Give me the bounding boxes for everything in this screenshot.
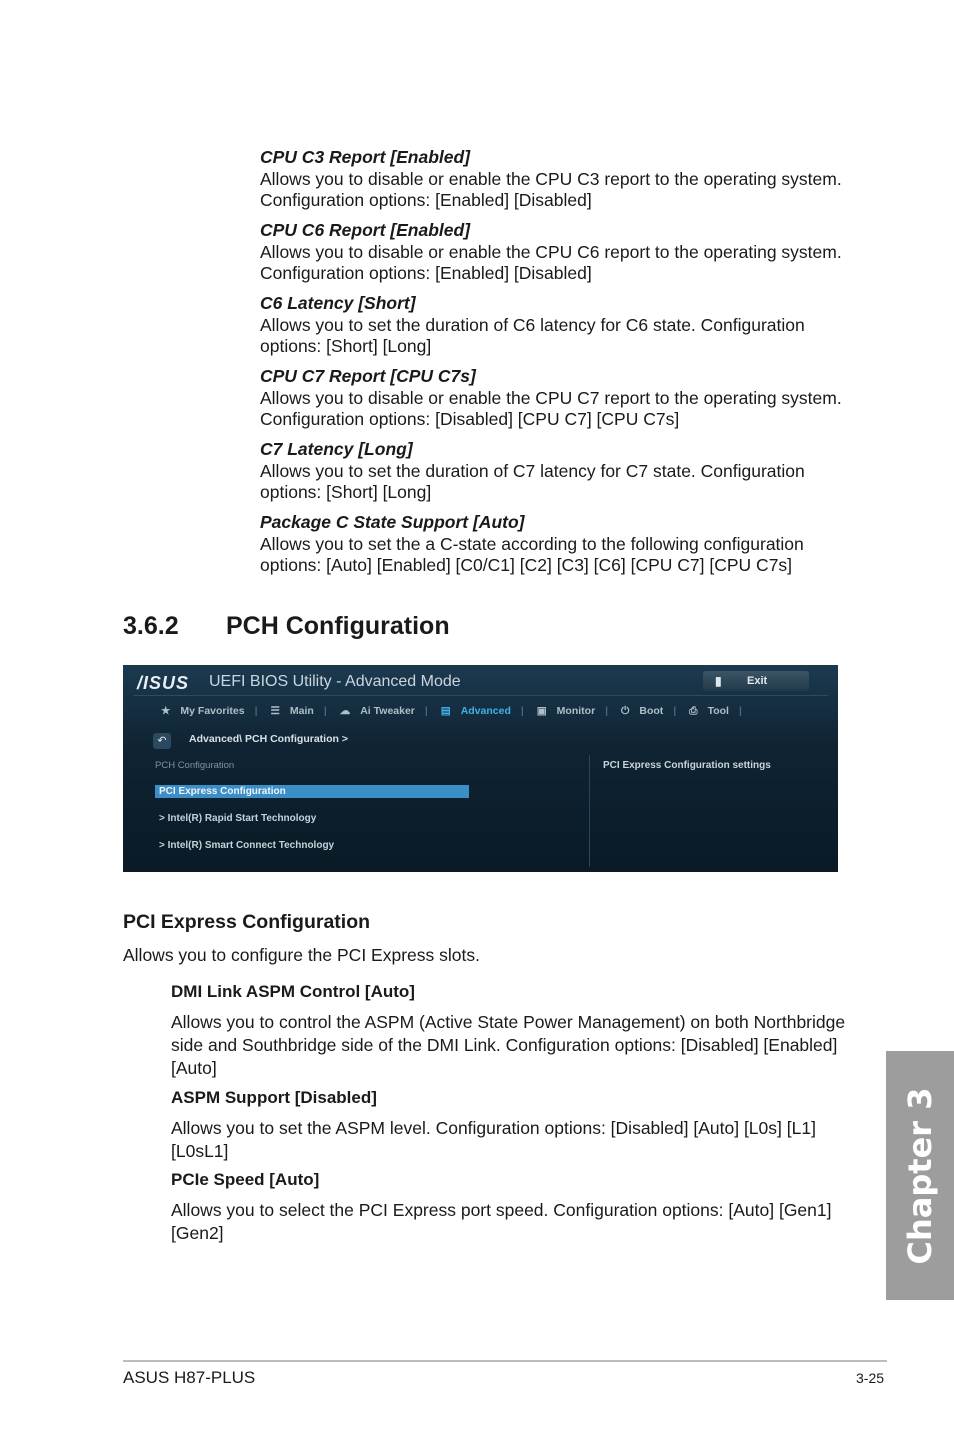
item-title: CPU C6 Report [Enabled] xyxy=(260,220,471,240)
desc-line: [Auto] xyxy=(171,1058,217,1078)
nav-divider: | xyxy=(738,705,742,717)
power-icon: ⏻ xyxy=(621,705,630,717)
desc-line: Allows you to select the PCI Express port speed. Configuration options: [Auto] [Gen1] xyxy=(171,1200,832,1220)
item-desc: Configuration options: [Enabled] [Disabled] xyxy=(260,190,592,210)
sub-title: DMI Link ASPM Control [Auto] xyxy=(171,982,415,1001)
bios-nav xyxy=(161,705,752,718)
c7-latency-item xyxy=(260,439,860,504)
tab-monitor[interactable]: Monitor xyxy=(556,705,596,717)
list-icon: ☰ xyxy=(270,705,280,717)
footer-product: ASUS H87-PLUS xyxy=(123,1368,256,1387)
c6-latency-item xyxy=(260,293,860,358)
divider xyxy=(133,695,828,696)
exit-button[interactable] xyxy=(703,671,809,691)
item-desc: Configuration options: [Disabled] [CPU C7] [CPU C7s] xyxy=(260,409,680,429)
back-arrow-icon: ↶ xyxy=(157,735,167,747)
item-title: CPU C3 Report [Enabled] xyxy=(260,147,471,167)
bios-title: UEFI BIOS Utility - Advanced Mode xyxy=(209,673,461,690)
sub-desc xyxy=(171,1199,851,1245)
cpu-c6-item xyxy=(260,220,860,285)
item-desc: options: [Auto] [Enabled] [C0/C1] [C2] [C3] [C6] [CPU C7] [CPU C7s] xyxy=(260,555,793,575)
advanced-icon: ▤ xyxy=(440,705,451,717)
star-icon: ★ xyxy=(161,705,171,717)
panel-divider xyxy=(589,755,590,867)
help-title: PCI Express Configuration settings xyxy=(603,760,771,771)
page-number: 3-25 xyxy=(856,1370,885,1386)
nav-divider: | xyxy=(323,705,327,717)
nav-divider: | xyxy=(605,705,609,717)
item-desc: options: [Short] [Long] xyxy=(260,482,432,502)
item-title: C7 Latency [Long] xyxy=(260,439,413,459)
cpu-c3-item xyxy=(260,147,860,212)
exit-icon: ▮ xyxy=(715,674,722,688)
nav-divider: | xyxy=(254,705,258,717)
item-desc: options: [Short] [Long] xyxy=(260,336,432,356)
item-title: C6 Latency [Short] xyxy=(260,293,416,313)
tab-boot[interactable]: Boot xyxy=(639,705,664,717)
section-number: 3.6.2 xyxy=(123,612,179,640)
item-desc: Allows you to disable or enable the CPU C3 report to the operating system. xyxy=(260,168,842,189)
section-title: PCH Configuration xyxy=(226,612,450,640)
menu-item-rapid-start[interactable]: > Intel(R) Rapid Start Technology xyxy=(159,813,317,824)
section-heading xyxy=(123,612,450,641)
chapter-label: Chapter 3 xyxy=(901,1087,939,1264)
tweaker-icon: ☁ xyxy=(339,705,351,717)
item-desc: Allows you to set the a C-state according to the following configuration xyxy=(260,533,804,554)
desc-line: side and Southbridge side of the DMI Link. Configuration options: [Disabled] [Enabled] xyxy=(171,1035,838,1055)
item-title: Package C State Support [Auto] xyxy=(260,512,525,532)
nav-divider: | xyxy=(424,705,428,717)
desc-line: [Gen2] xyxy=(171,1223,224,1243)
desc-line: Allows you to set the ASPM level. Configuration options: [Disabled] [Auto] [L0s] [L1] xyxy=(171,1118,816,1138)
desc-line: Allows you to control the ASPM (Active State Power Management) on both Northbridge xyxy=(171,1012,846,1032)
tab-my-favorites[interactable]: My Favorites xyxy=(180,705,245,717)
pci-heading: PCI Express Configuration xyxy=(123,911,371,933)
item-title: CPU C7 Report [CPU C7s] xyxy=(260,366,476,386)
item-desc: Allows you to set the duration of C6 latency for C6 state. Configuration xyxy=(260,314,805,335)
monitor-icon: ▣ xyxy=(536,705,547,717)
bios-screenshot xyxy=(123,665,838,872)
asus-logo: /ISUS xyxy=(137,673,190,693)
menu-section-label: PCH Configuration xyxy=(155,760,235,771)
chapter-tab xyxy=(886,1051,954,1300)
printer-icon: ⎙ xyxy=(689,705,698,717)
sub-desc xyxy=(171,1011,851,1080)
tab-main[interactable]: Main xyxy=(289,705,314,717)
item-desc: Configuration options: [Enabled] [Disabled] xyxy=(260,263,592,283)
menu-item-pci-express[interactable]: PCI Express Configuration xyxy=(159,786,286,797)
item-desc: Allows you to disable or enable the CPU C7 report to the operating system. xyxy=(260,387,842,408)
cpu-c7-item xyxy=(260,366,860,431)
menu-item-smart-connect[interactable]: > Intel(R) Smart Connect Technology xyxy=(159,840,335,851)
desc-line: [L0sL1] xyxy=(171,1141,229,1161)
item-desc: Allows you to disable or enable the CPU C6 report to the operating system. xyxy=(260,241,842,262)
nav-divider: | xyxy=(673,705,677,717)
footer-divider xyxy=(123,1360,887,1362)
back-button[interactable] xyxy=(153,733,171,749)
item-desc: Allows you to set the duration of C7 latency for C7 state. Configuration xyxy=(260,460,805,481)
nav-divider: | xyxy=(520,705,524,717)
package-c-state-item xyxy=(260,512,860,577)
sub-title: ASPM Support [Disabled] xyxy=(171,1088,377,1107)
pci-desc: Allows you to configure the PCI Express slots. xyxy=(123,945,480,965)
tab-advanced[interactable]: Advanced xyxy=(460,705,511,717)
sub-title: PCIe Speed [Auto] xyxy=(171,1170,320,1189)
breadcrumb: Advanced\ PCH Configuration > xyxy=(189,733,348,745)
tab-ai-tweaker[interactable]: Ai Tweaker xyxy=(360,705,415,717)
tab-tool[interactable]: Tool xyxy=(707,705,729,717)
exit-label: Exit xyxy=(747,675,768,687)
sub-desc xyxy=(171,1117,851,1163)
